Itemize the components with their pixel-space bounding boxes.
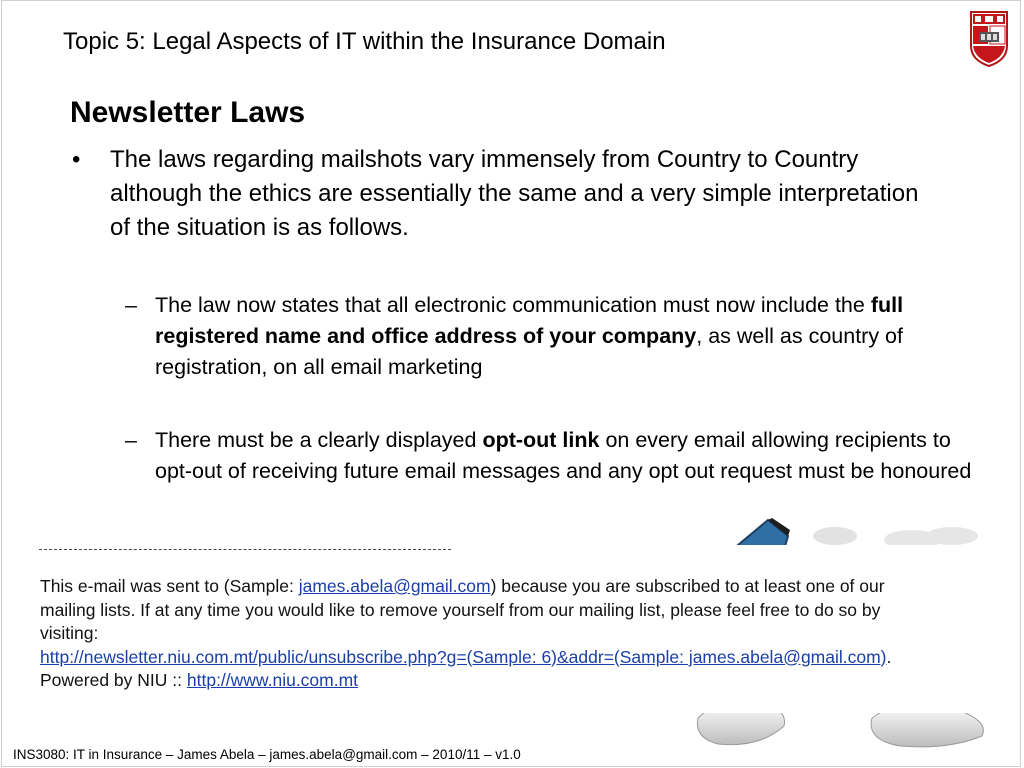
topic-title: Topic 5: Legal Aspects of IT within the Insurance Domain [63, 28, 666, 55]
email-address-link[interactable]: james.abela@gmail.com [298, 576, 491, 596]
bullet-text: The laws regarding mailshots vary immensely from Country to Country although the ethics are essentially the same and a very simple interpretation of the situation is as follows. [110, 146, 919, 241]
sub-bullet-text-part: , as well as country of registration, on all email marketing [155, 324, 903, 379]
email-line: visiting: [40, 623, 99, 643]
niu-website-link[interactable]: http://www.niu.com.mt [186, 670, 359, 690]
email-line: mailing lists. If at any time you would like to remove yourself from our mailing list, please feel free to do so by [40, 599, 881, 620]
sub-bullet-emphasis: opt-out link [482, 428, 600, 452]
email-text: This e-mail was sent to (Sample: [40, 576, 299, 596]
email-line [40, 646, 1008, 670]
sub-bullet-text-part: There must be a clearly displayed [155, 428, 483, 452]
sub-bullet-text [155, 290, 975, 383]
email-text: ) because you are subscribed to at least one of our [490, 576, 885, 596]
university-crest-icon [969, 10, 1009, 68]
sub-bullet-marker: – [125, 293, 137, 317]
email-text: Powered by NIU :: [40, 670, 187, 690]
slide-heading: Newsletter Laws [70, 96, 306, 129]
email-footer-sample [36, 545, 1008, 713]
unsubscribe-link[interactable]: http://newsletter.niu.com.mt/public/unsubscribe.php?g=(Sample: 6)&addr=(Sample: james.abela@gmail.com) [40, 646, 887, 667]
sub-bullet-text-part: The law now states that all electronic communication must now include the [155, 293, 871, 317]
slide-footer: INS3080: IT in Insurance – James Abela – james.abela@gmail.com – 2010/11 – v1.0 [13, 747, 521, 762]
sub-bullet-emphasis: full registered name and office address of your company [155, 293, 904, 348]
email-text-block [40, 575, 1008, 693]
bullet-marker: • [72, 146, 81, 173]
email-separator [39, 549, 451, 550]
email-text: . [886, 646, 892, 667]
sub-bullet-text [155, 425, 975, 487]
email-line [40, 669, 1008, 693]
sub-bullet-text-part: on every email allowing recipients to opt-out of receiving future email messages and any opt out request must be honoured [155, 428, 972, 483]
email-line [40, 575, 1008, 599]
sub-bullet-marker: – [125, 428, 137, 452]
